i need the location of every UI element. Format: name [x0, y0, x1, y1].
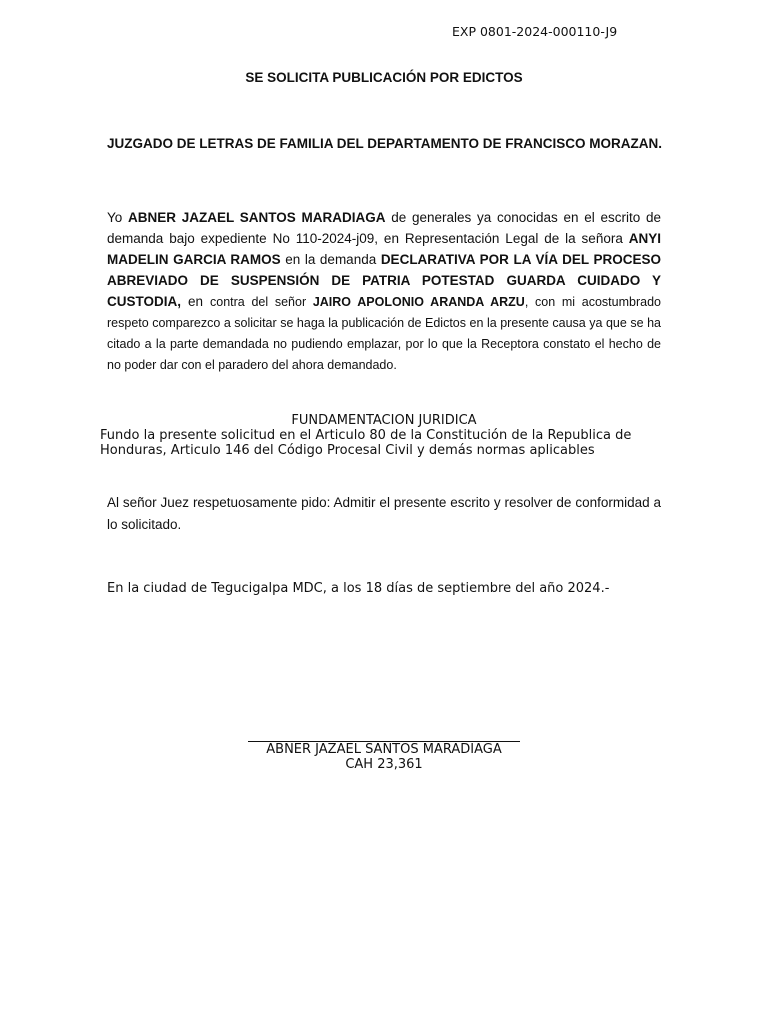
represented-name: ANYI MADELIN GARCIA RAMOS [107, 231, 661, 267]
body-text: de generales ya conocidas en el escrito de demanda bajo expediente No 110-2024-j09, en Representación Legal de la señora [107, 210, 661, 246]
claim-type: DECLARATIVA POR LA VÍA DEL PROCESO ABREVIADO DE SUSPENSIÓN DE PATRIA POTESTAD GUARDA CUIDADO Y CUSTODIA, [107, 252, 661, 309]
fundamentacion-text: Fundo la presente solicitud en el Articulo 80 de la Constitución de la Republica de Honduras, Articulo 146 del Código Procesal Civil y demás normas aplicables [100, 428, 632, 458]
body-text: contra del señor [210, 295, 313, 309]
defendant-name: JAIRO APOLONIO ARANDA ARZU [312, 295, 525, 309]
petitioner-name: ABNER JAZAEL SANTOS MARADIAGA [128, 210, 386, 225]
document-title: SE SOLICITA PUBLICACIÓN POR EDICTOS [245, 70, 523, 85]
body-text: en [181, 294, 210, 309]
body-paragraph [107, 207, 661, 375]
request-paragraph: Al señor Juez respetuosamente pido: Admitir el presente escrito y resolver de conformidad a lo solicitado. [107, 495, 661, 532]
court-addressee: JUZGADO DE LETRAS DE FAMILIA DEL DEPARTAMENTO DE FRANCISCO MORAZAN. [107, 136, 663, 151]
body-text: en la demanda [280, 252, 381, 267]
expediente-number: EXP 0801-2024-000110-J9 [452, 24, 618, 39]
signature-name: ABNER JAZAEL SANTOS MARADIAGA [266, 742, 502, 757]
body-text: Yo [107, 210, 129, 225]
place-date: En la ciudad de Tegucigalpa MDC, a los 18 días de septiembre del año 2024.- [107, 581, 610, 596]
signature-cah: CAH 23,361 [345, 757, 423, 772]
body-text: , con mi acostumbrado respeto comparezco a solicitar se haga la publicación de Edictos en la presente causa ya que se ha citado a la parte demandada no pudiendo emplazar, por lo que la Receptora constato el hecho de no poder dar con el paradero del ahora demandado. [107, 295, 661, 372]
fundamentacion-title: FUNDAMENTACION JURIDICA [291, 413, 477, 428]
